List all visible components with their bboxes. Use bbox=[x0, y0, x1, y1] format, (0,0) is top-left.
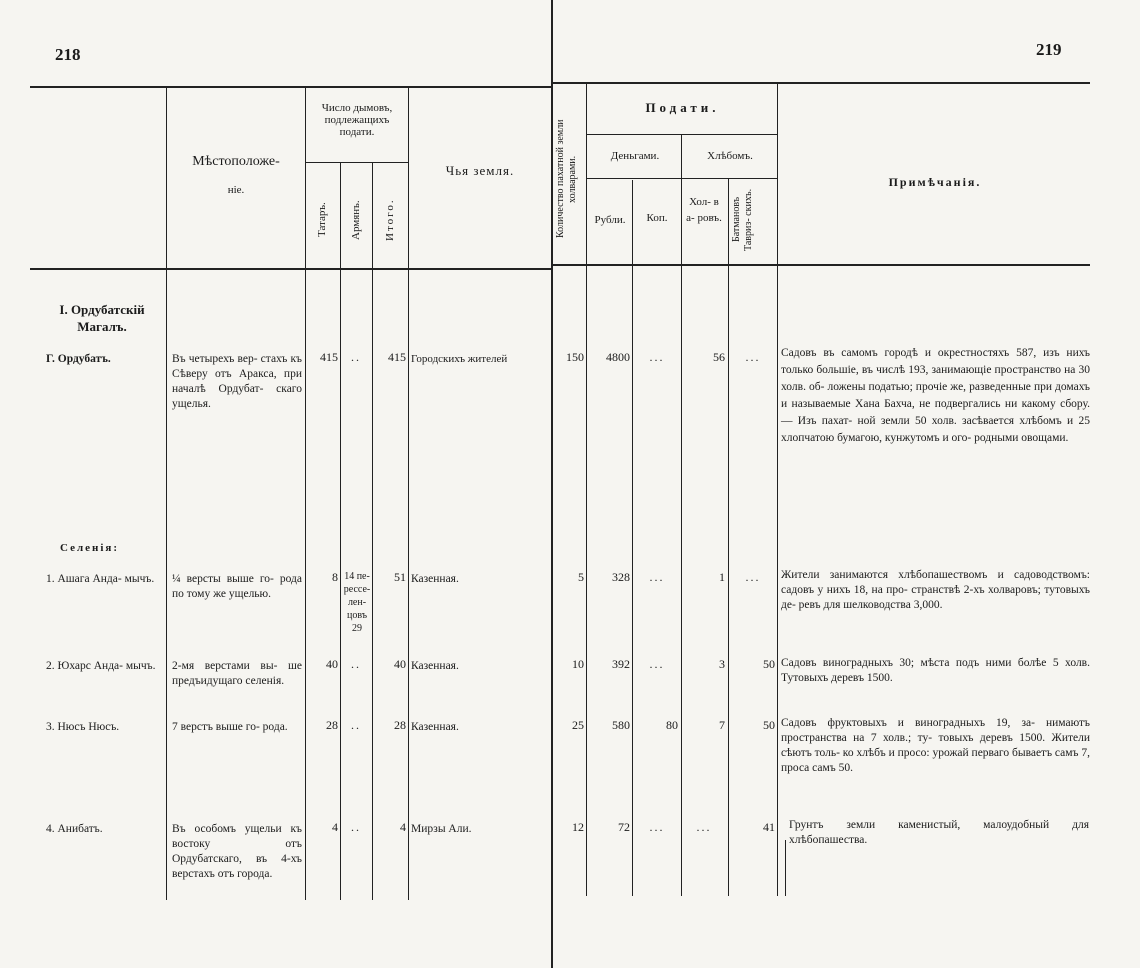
row-kholvar: 3 bbox=[719, 657, 725, 671]
header-total: Итого. bbox=[384, 198, 396, 242]
col-line bbox=[372, 163, 373, 900]
row-tabriz: 41 bbox=[763, 820, 775, 834]
row-name: 1. Ашага Анда- мычъ. bbox=[46, 573, 155, 585]
header-land: Чья земля. bbox=[445, 163, 515, 178]
header-money: Деньгами. bbox=[610, 150, 660, 162]
row-tatars: 4 bbox=[332, 820, 338, 834]
table-top-rule-right bbox=[553, 82, 1090, 84]
row-kholvar: ... bbox=[696, 820, 712, 834]
row-land: Казенная. bbox=[411, 721, 459, 733]
row-rub: 580 bbox=[612, 718, 630, 732]
row-tatars: 28 bbox=[326, 718, 338, 732]
row-location: ¼ версты выше го- рода по тому же ущелью. bbox=[172, 573, 302, 600]
row-note: Грунтъ земли каменистый, малоудобный для хлѣбопашества. bbox=[789, 819, 1089, 846]
row-kholvar: 56 bbox=[713, 350, 725, 364]
row-tabriz: ... bbox=[745, 350, 761, 364]
header-location bbox=[172, 156, 300, 196]
row-note: Садовъ въ самомъ городѣ и окрестностяхъ 587, изъ нихъ только большіе, въ числѣ 193, занимающіе пространство на 30 холв. об- ложены податью; прочіе же, разведенные при домахъ и называемые Хана Бахча, не подвергались ни какому сбору. — Изъ пахат- ной земли 50 холв. засѣвается хлѣбомъ и 25 хлопчатою бумагою, кунжутомъ и ого- родными овощами. bbox=[781, 347, 1090, 444]
row-note: Жители занимаются хлѣбопашествомъ и садоводствомъ: садовъ у нихъ 18, на про- странствѣ 2-хъ холваровъ; тутовыхъ де- ревъ для шелководства 3,000. bbox=[781, 569, 1090, 611]
row-total: 40 bbox=[394, 657, 406, 671]
row-kop: ... bbox=[649, 570, 665, 584]
header-plough: Количество пахатной земли холварами. bbox=[555, 119, 578, 239]
row-land: Городскихъ жителей bbox=[411, 353, 508, 365]
row-tabriz: ... bbox=[745, 570, 761, 584]
row-plough: 12 bbox=[572, 820, 584, 834]
row-total: 415 bbox=[388, 350, 406, 364]
row-kop: ... bbox=[649, 820, 665, 834]
row-total: 51 bbox=[394, 570, 406, 584]
row-kholvar: 1 bbox=[719, 570, 725, 584]
header-armenians: Армянъ. bbox=[350, 200, 362, 240]
col-line bbox=[632, 180, 633, 896]
header-bottom-rule-left bbox=[30, 268, 551, 270]
row-armenians: .. bbox=[351, 718, 361, 732]
header-bottom-rule-right bbox=[553, 264, 1090, 266]
row-rub: 392 bbox=[612, 657, 630, 671]
row-total: 28 bbox=[394, 718, 406, 732]
row-armenians: .. bbox=[351, 350, 361, 364]
row-location: 7 верстъ выше го- рода. bbox=[172, 721, 288, 733]
row-plough: 150 bbox=[566, 350, 584, 364]
money-grain-subrule bbox=[586, 178, 777, 179]
header-location-line2: ніе. bbox=[227, 184, 245, 196]
section-title: I. Ордубатскій Магалъ. bbox=[59, 302, 145, 334]
row-plough: 25 bbox=[572, 718, 584, 732]
row-rub: 328 bbox=[612, 570, 630, 584]
row-plough: 5 bbox=[578, 570, 584, 584]
row-note: Садовъ виноградныхъ 30; мѣста подъ ними болѣе 5 холв. Тутовыхъ деревъ 1500. bbox=[781, 657, 1090, 684]
villages-subtitle: Селенія: bbox=[60, 542, 120, 554]
row-land: Казенная. bbox=[411, 660, 459, 672]
header-kholvar: Хол- в а- ровъ. bbox=[686, 196, 722, 224]
taxes-subrule bbox=[586, 134, 777, 135]
row-total: 4 bbox=[400, 820, 406, 834]
header-smoke: Число дымовъ, подлежащихъ подати. bbox=[321, 102, 393, 138]
table-top-rule-left bbox=[30, 86, 551, 88]
row-tatars: 40 bbox=[326, 657, 338, 671]
row-rub: 4800 bbox=[606, 350, 630, 364]
header-taxes: Подати. bbox=[645, 100, 720, 115]
page-number-right: 219 bbox=[1036, 40, 1062, 59]
row-kop: ... bbox=[649, 657, 665, 671]
row-land: Мирзы Али. bbox=[411, 823, 472, 835]
row-note: Садовъ фруктовыхъ и виноградныхъ 19, за- нимаютъ пространства на 7 холв.; ту- товыхъ деревъ 1500. Жители сѣютъ толь- ко хлѣбъ и просо: урожай перваго бываетъ самъ 7, проса самъ 50. bbox=[781, 717, 1090, 774]
row-name: 4. Анибатъ. bbox=[46, 823, 103, 835]
col-line bbox=[681, 134, 682, 896]
row-name: Г. Ордубатъ. bbox=[46, 353, 111, 365]
row-tatars: 415 bbox=[320, 350, 338, 364]
row-plough: 10 bbox=[572, 657, 584, 671]
row-location: 2-мя верстами вы- ше предъидущаго селенія. bbox=[172, 660, 302, 687]
col-line bbox=[340, 163, 341, 900]
col-line bbox=[166, 88, 167, 900]
col-line bbox=[305, 88, 306, 900]
header-rub: Рубли. bbox=[594, 214, 626, 226]
row-name: 2. Юхарс Анда- мычъ. bbox=[46, 660, 156, 672]
header-grain: Хлѣбомъ. bbox=[707, 150, 753, 162]
row-armenians: .. bbox=[351, 820, 361, 834]
row-armenians: .. bbox=[351, 657, 361, 671]
col-line bbox=[408, 88, 409, 900]
row-kop: ... bbox=[649, 350, 665, 364]
row-tabriz: 50 bbox=[763, 657, 775, 671]
smoke-subrule bbox=[305, 162, 408, 163]
row-rub: 72 bbox=[618, 820, 630, 834]
row-tabriz: 50 bbox=[763, 718, 775, 732]
header-notes: Примѣчанія. bbox=[888, 175, 982, 189]
row-location: Въ особомъ ущельи къ востоку отъ Ордубатскаго, въ 4-хъ верстахъ отъ города. bbox=[172, 823, 302, 880]
row-armenians: 14 пе- рессе- лен- цовъ 29 bbox=[343, 571, 371, 634]
row-kop: 80 bbox=[666, 718, 678, 732]
book-gutter bbox=[551, 0, 553, 968]
col-line bbox=[785, 840, 786, 896]
row-land: Казенная. bbox=[411, 573, 459, 585]
row-kholvar: 7 bbox=[719, 718, 725, 732]
row-tatars: 8 bbox=[332, 570, 338, 584]
col-line bbox=[777, 84, 778, 896]
col-line bbox=[728, 178, 729, 896]
header-tatars: Татаръ. bbox=[316, 202, 328, 238]
row-name: 3. Нюсъ Нюсъ. bbox=[46, 721, 120, 733]
page-number-left: 218 bbox=[55, 45, 81, 64]
header-kop: Коп. bbox=[646, 212, 668, 224]
col-line bbox=[586, 84, 587, 896]
header-tabriz: Батмановъ Тавриз- скихъ. bbox=[731, 188, 754, 252]
row-location: Въ четырехъ вер- стахъ къ Сѣверу отъ Аракса, при началѣ Ордубат- скаго ущелья. bbox=[172, 353, 302, 410]
header-location-line1: Мѣстоположе- bbox=[192, 154, 280, 169]
